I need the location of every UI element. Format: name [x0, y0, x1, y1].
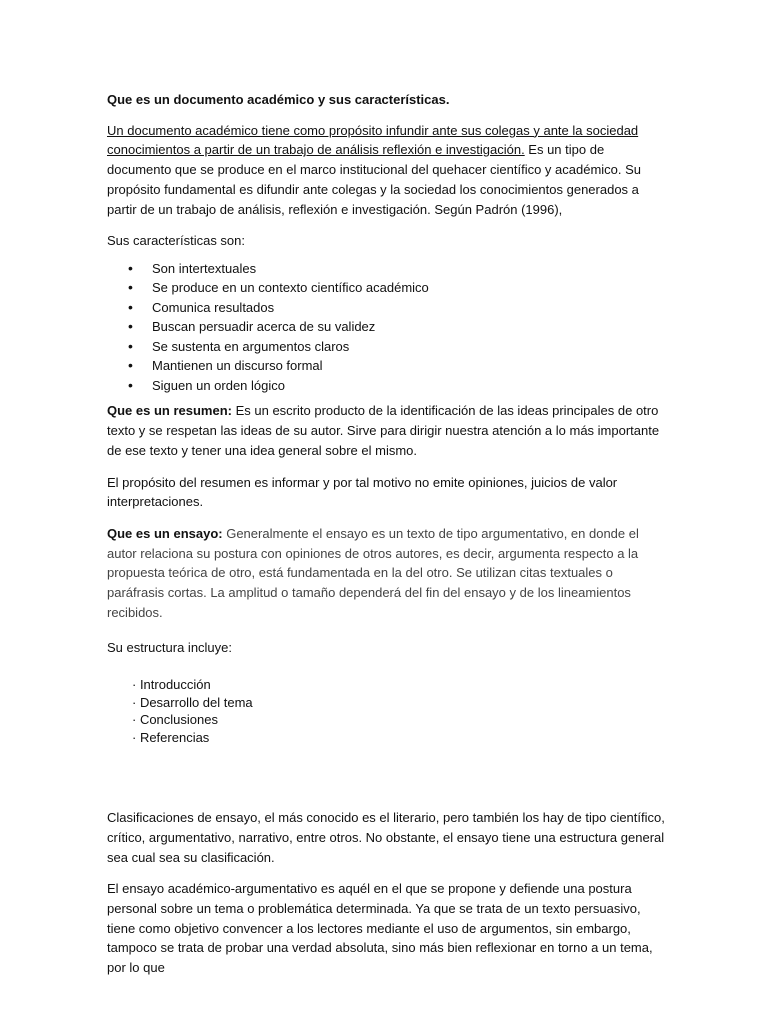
ensayo-text: Generalmente el ensayo es un texto de tipo argumentativo, en donde el autor relaciona su postura con opiniones de otros autores, es decir, argumenta respecto a la propuesta teórica de otro, está fundamentada en la del otro. Se utilizan citas textuales o paráfrasis cortas. La amplitud o tamaño dependerá del fin del ensayo y de los lineamientos recibidos.	[107, 525, 639, 620]
list-item: • Mantienen un discurso formal	[107, 356, 667, 376]
list-item: · Referencias	[132, 729, 210, 745]
intro-underlined-text: Un documento académico tiene como propósito infundir ante sus colegas y ante la sociedad conocimientos a partir de un trabajo de análisis reflexión e investigación.	[107, 122, 639, 158]
intro-paragraph	[107, 121, 667, 220]
list-item: • Buscan persuadir acerca de su validez	[107, 317, 667, 337]
list-item: • Siguen un orden lógico	[107, 376, 667, 396]
list-item: • Se produce en un contexto científico académico	[107, 278, 667, 298]
list-item: • Son intertextuales	[107, 259, 667, 279]
ensayo-paragraph	[107, 524, 667, 623]
structure-list	[107, 676, 667, 746]
intro-rest-text: Es un tipo de documento que se produce en el marco institucional del quehacer científico y académico. Su propósito fundamental es difundir ante colegas y la sociedad los conocimientos generados a partir de un trabajo de análisis, reflexión e investigación. Según Padrón (1996),	[107, 142, 642, 217]
document-body	[107, 90, 667, 978]
list-item: • Se sustenta en argumentos claros	[107, 337, 667, 357]
ensayo-label: Que es un ensayo:	[107, 525, 223, 541]
list-item: · Conclusiones	[132, 712, 218, 728]
resumen-label: Que es un resumen:	[107, 403, 232, 419]
list-item: • Comunica resultados	[107, 298, 667, 318]
academic-argumentative-paragraph: El ensayo académico-argumentativo es aquél en el que se propone y defiende una postura personal sobre un tema o problemática determinada. Ya que se trata de un texto persuasivo, tiene como objetivo convencer a los lectores mediante el uso de argumentos, sin embargo, tampoco se trata de probar una verdad absoluta, sino más bien reflexionar en torno a un tema, por lo que	[107, 881, 653, 976]
list-item: · Desarrollo del tema	[132, 694, 253, 710]
resumen-paragraph	[107, 401, 667, 460]
resumen-purpose-paragraph: El propósito del resumen es informar y por tal motivo no emite opiniones, juicios de valor interpretaciones.	[107, 474, 618, 510]
resumen-text: Es un escrito producto de la identificación de las ideas principales de otro texto y se respetan las ideas de su autor. Sirve para dirigir nuestra atención a lo más importante de ese texto y tener una idea general sobre el mismo.	[107, 403, 660, 458]
document-title: Que es un documento académico y sus características.	[107, 92, 450, 107]
characteristics-list	[107, 259, 667, 396]
classifications-paragraph: Clasificaciones de ensayo, el más conocido es el literario, pero también los hay de tipo científico, crítico, argumentativo, narrativo, entre otros. No obstante, el ensayo tiene una estructura general sea cual sea su clasificación.	[107, 810, 665, 865]
characteristics-heading: Sus características son:	[107, 233, 245, 249]
list-item: · Introducción	[132, 677, 211, 693]
structure-heading: Su estructura incluye:	[107, 640, 233, 656]
